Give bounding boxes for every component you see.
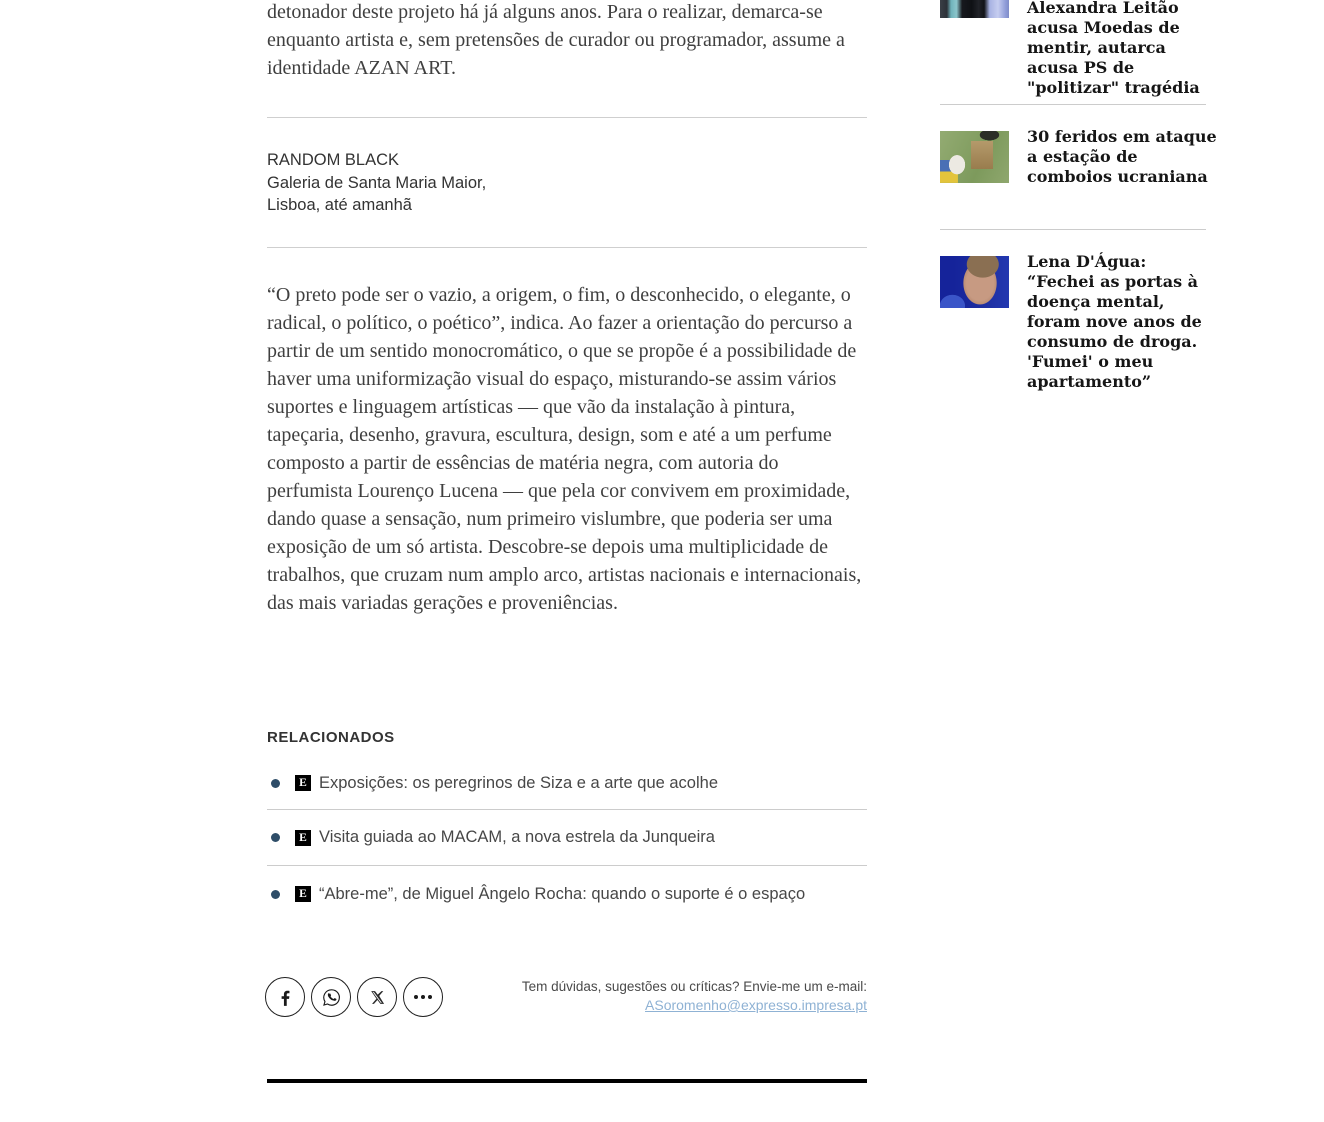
related-link-label[interactable]: Exposições: os peregrinos de Siza e a arte que acolhe	[319, 773, 718, 792]
related-link-row[interactable]	[267, 866, 867, 922]
share-facebook-button[interactable]	[265, 977, 305, 1017]
related-link-label[interactable]: “Abre-me”, de Miguel Ângelo Rocha: quando o suporte é o espaço	[319, 884, 806, 903]
article-body-paragraph: “O preto pode ser o vazio, a origem, o fim, o desconhecido, o elegante, o radical, o político, o poético”, indica. Ao fazer a orientação do percurso a partir de um sentido monocromático, o que se propõe é a possibilidade de haver uma uniformização visual do espaço, misturando-se assim vários suportes e linguagem artísticas — que vão da instalação à pintura, tapeçaria, desenho, gravura, escultura, design, som e até a um perfume composto a partir de essências de matéria negra, com autoria do perfumista Lourenço Lucena — que pela cor convivem em proximidade, dando quase a sensação, num primeiro vislumbre, que poderia ser uma exposição de um só artista. Descobre-se depois uma multiplicidade de trabalhos, que cruzam num amplo arco, artistas nacionais e internacionais, das mais variadas gerações e proveniências.	[267, 284, 862, 614]
related-heading: RELACIONADOS	[267, 729, 395, 746]
share-more-button[interactable]	[403, 977, 443, 1017]
exhibition-name: RANDOM BLACK	[267, 151, 400, 169]
sidebar-thumbnail-portrait[interactable]	[940, 256, 1009, 308]
facebook-icon	[275, 987, 296, 1008]
bullet-icon	[271, 833, 280, 842]
expresso-e-icon: E	[295, 775, 311, 791]
x-icon	[369, 989, 386, 1006]
sidebar-thumbnail-crowd[interactable]	[940, 0, 1009, 18]
related-link-label[interactable]: Visita guiada ao MACAM, a nova estrela da Junqueira	[319, 828, 715, 846]
share-x-button[interactable]	[357, 977, 397, 1017]
related-link-row[interactable]	[267, 757, 867, 810]
contact-block	[447, 978, 867, 1015]
sidebar-headline[interactable]: Alexandra Leitão acusa Moedas de mentir, autarca acusa PS de "politizar" tragédia	[1027, 0, 1200, 97]
exhibition-info-block	[267, 149, 867, 217]
bullet-icon	[271, 890, 280, 899]
sidebar-headline[interactable]: Lena D'Água: “Fechei as portas à doença mental, foram nove anos de consumo de droga. 'Fumei' o meu apartamento”	[1027, 252, 1202, 391]
sidebar-thumbnail-ukraine[interactable]	[940, 131, 1009, 183]
share-whatsapp-button[interactable]	[311, 977, 351, 1017]
divider	[267, 117, 867, 118]
whatsapp-icon	[321, 987, 342, 1008]
related-link-row[interactable]	[267, 810, 867, 866]
contact-email-link[interactable]: ASoromenho@expresso.impresa.pt	[645, 997, 867, 1013]
section-end-rule	[267, 1079, 867, 1083]
divider	[940, 229, 1206, 230]
article-intro-paragraph: detonador deste projeto há já alguns anos. Para o realizar, demarca-se enquanto artista e, sem pretensões de curador ou programador, assume a identidade AZAN ART.	[267, 1, 845, 79]
share-buttons	[265, 977, 443, 1017]
bullet-icon	[271, 779, 280, 788]
expresso-e-icon: E	[295, 830, 311, 846]
related-list	[267, 757, 867, 922]
exhibition-venue: Galeria de Santa Maria Maior,	[267, 173, 487, 192]
exhibition-location-date: Lisboa, até amanhã	[267, 196, 412, 214]
divider	[940, 104, 1206, 105]
more-options-icon	[414, 995, 432, 999]
divider	[267, 247, 867, 248]
expresso-e-icon: E	[295, 886, 311, 902]
contact-prompt: Tem dúvidas, sugestões ou críticas? Envie-me um e-mail:	[521, 979, 867, 994]
sidebar-headline[interactable]: 30 feridos em ataque a estação de comboios ucraniana	[1027, 127, 1217, 186]
